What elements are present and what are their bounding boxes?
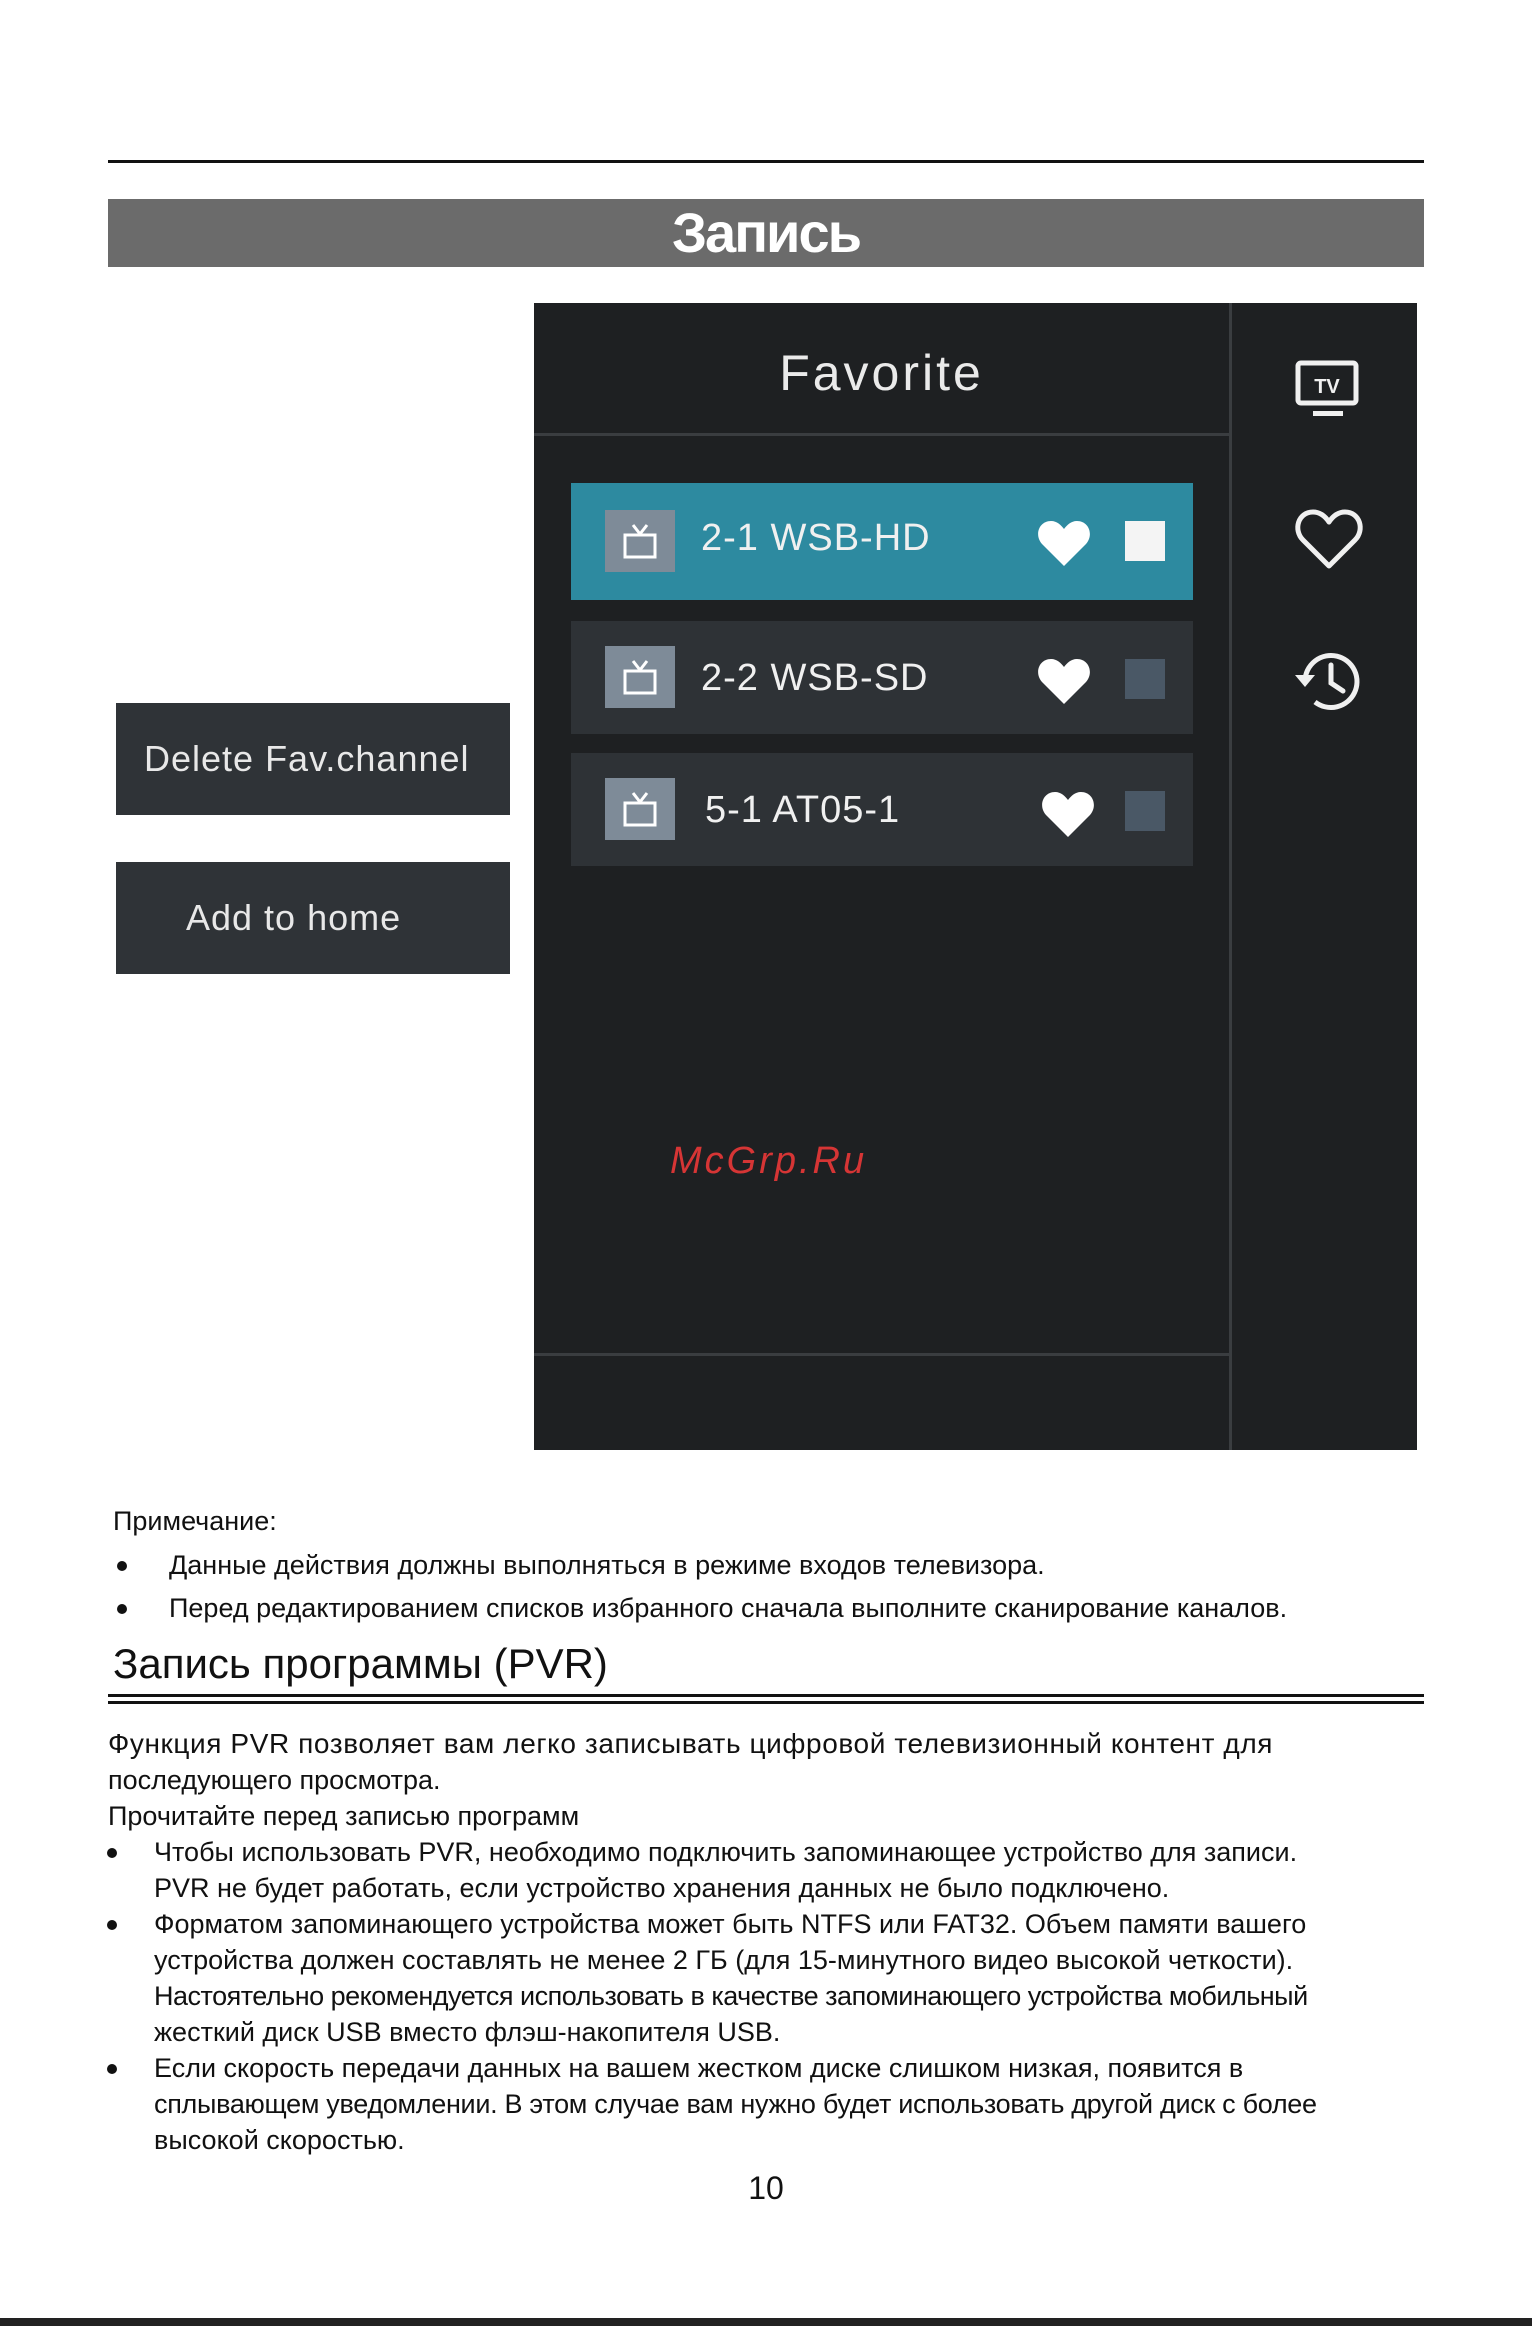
channel-checkbox[interactable] — [1125, 791, 1165, 831]
delete-fav-channel-button[interactable]: Delete Fav.channel — [116, 703, 510, 815]
channel-row[interactable] — [571, 753, 1193, 866]
bullet — [107, 1920, 117, 1930]
page-title: Запись — [108, 199, 1424, 267]
panel-vertical-divider — [1229, 303, 1232, 1450]
channel-checkbox[interactable] — [1125, 659, 1165, 699]
channel-row[interactable] — [571, 483, 1193, 600]
bullet — [117, 1561, 127, 1571]
favorite-panel — [534, 303, 1417, 1450]
pvr-bullet-line: высокой скоростью. — [154, 2125, 405, 2155]
channel-name: 2-1 WSB-HD — [701, 517, 931, 559]
section-title: Запись программы (PVR) — [113, 1640, 608, 1687]
bottom-rule — [0, 2318, 1532, 2326]
header-divider — [534, 433, 1229, 436]
pvr-bullet-line: устройства должен составлять не менее 2 ГБ (для 15-минутного видео высокой четкости). — [154, 1945, 1294, 1975]
heart-icon[interactable] — [1037, 656, 1091, 706]
bullet — [117, 1604, 127, 1614]
channel-tv-icon — [605, 510, 675, 572]
pvr-intro: Функция PVR позволяет вам легко записывать цифровой телевизионный контент для — [108, 1728, 1274, 1759]
note-item: Данные действия должны выполняться в режиме входов телевизора. — [169, 1550, 1045, 1580]
history-icon[interactable] — [1289, 641, 1369, 721]
pvr-bullet-line: сплывающем уведомлении. В этом случае вам нужно будет использовать другой диск с более — [154, 2089, 1317, 2119]
page-number: 10 — [748, 2170, 784, 2206]
panel-header: Favorite — [779, 345, 984, 401]
channel-tv-icon — [605, 778, 675, 840]
heart-icon[interactable] — [1037, 518, 1091, 568]
top-rule — [108, 160, 1424, 163]
channel-checkbox[interactable] — [1125, 521, 1165, 561]
add-to-home-button[interactable]: Add to home — [116, 862, 510, 974]
watermark: McGrp.Ru — [670, 1140, 868, 1182]
pvr-intro: последующего просмотра. — [108, 1765, 441, 1795]
pvr-bullet-line: жесткий диск USB вместо флэш-накопителя USB. — [154, 2017, 781, 2047]
tv-icon-label: TV — [1314, 376, 1340, 398]
heart-outline-icon[interactable] — [1289, 498, 1369, 578]
channel-tv-icon — [605, 646, 675, 708]
section-rule — [108, 1694, 1424, 1697]
channel-name: 2-2 WSB-SD — [701, 657, 929, 699]
heart-icon[interactable] — [1041, 789, 1095, 839]
pvr-bullet-line: Чтобы использовать PVR, необходимо подключить запоминающее устройство для записи. — [154, 1837, 1298, 1867]
section-rule — [108, 1701, 1424, 1704]
read-before-label: Прочитайте перед записью программ — [108, 1801, 580, 1831]
channel-name: 5-1 AT05-1 — [705, 789, 901, 831]
bullet — [107, 2064, 117, 2074]
pvr-bullet-line: PVR не будет работать, если устройство хранения данных не было подключено. — [154, 1873, 1170, 1903]
pvr-bullet-line: Если скорость передачи данных на вашем жестком диске слишком низкая, появится в — [154, 2053, 1244, 2083]
channel-row[interactable] — [571, 621, 1193, 734]
note-item: Перед редактированием списков избранного сначала выполните сканирование каналов. — [169, 1593, 1288, 1623]
pvr-bullet-line: Настоятельно рекомендуется использовать в качестве запоминающего устройства мобильный — [154, 1981, 1308, 2011]
tv-icon[interactable] — [1289, 353, 1369, 433]
bullet — [107, 1848, 117, 1858]
note-label: Примечание: — [113, 1506, 277, 1536]
footer-divider — [534, 1353, 1229, 1356]
pvr-bullet-line: Форматом запоминающего устройства может быть NTFS или FAT32. Объем памяти вашего — [154, 1909, 1307, 1939]
